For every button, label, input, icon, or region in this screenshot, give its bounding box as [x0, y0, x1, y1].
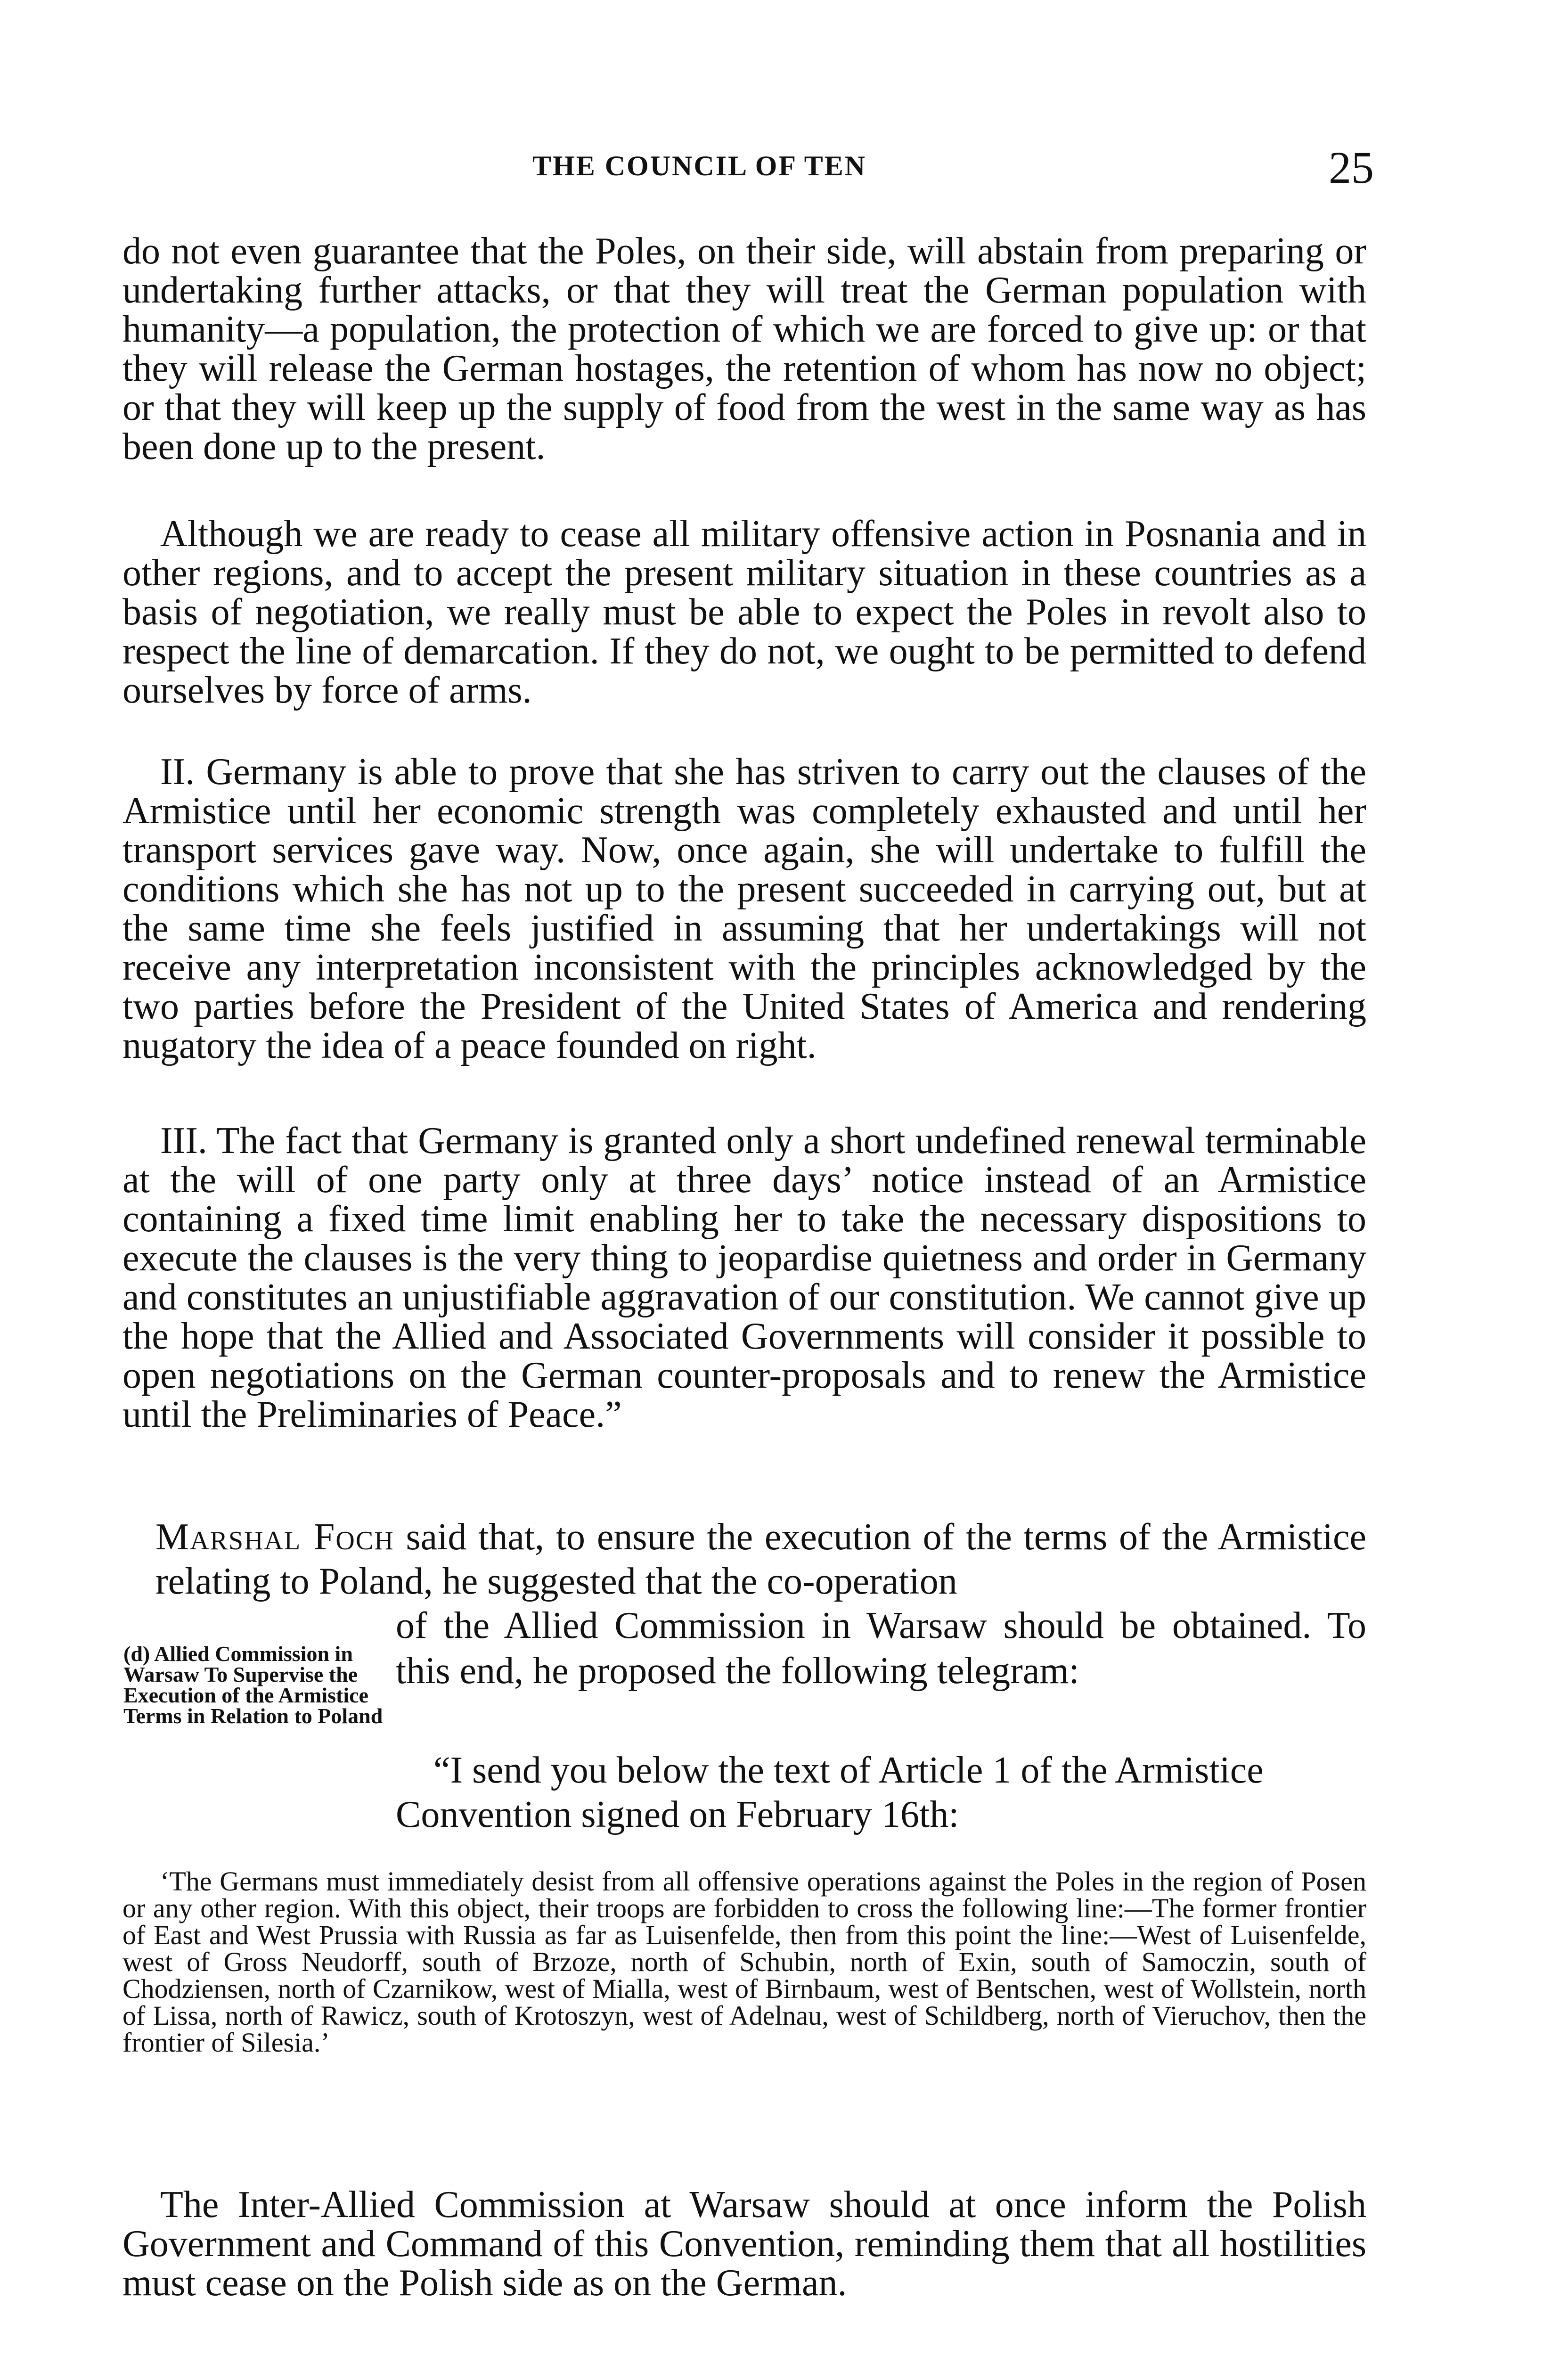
telegram-intro: “I send you below the text of Article 1 of the Armistice Convention signed on February 16th: [396, 1750, 1264, 1835]
paragraph-section-iii: III. The fact that Germany is granted only a short undefined renewal terminable at the will of one party only at three days’ notice instead of an Armistice containing a fixed time limit enabling her to take the necessary dispositions to execute the clauses is the very thing to jeopardise quietness and order in Germany and constitutes an unjustifiable aggravation of our constitution. We cannot give up the hope that the Allied and Associated Governments will consider it possible to open negotiations on the German counter-proposals and to renew the Armistice until the Preliminaries of Peace.” [122, 1120, 1366, 1435]
paragraph-final: The Inter-Allied Commission at Warsaw should at once inform the Polish Government and Command of this Convention, reminding them that all hostilities must cease on the Polish side as on the German. [122, 2184, 1366, 2304]
paragraph-continued: do not even guarantee that the Poles, on their side, will abstain from preparing or undertaking further attacks, or that they will treat the German population with humanity—a population, the protection of which we are forced to give up: or that they will release the German hostages, the retention of whom has now no object; or that they will keep up the supply of food from the west in the same way as has been done up to the present. [122, 230, 1366, 467]
paragraph-section-ii: II. Germany is able to prove that she has striven to carry out the clauses of the Armistice until her economic strength was completely exhausted and until her transport services gave way. Now, once again, she will undertake to fulfill the conditions which she has not up to the present succeeded in carrying out, but at the same time she feels justified in assuming that her undertakings will not receive any interpretation inconsistent with the principles acknowledged by the two parties before the President of the United States of America and rendering nugatory the idea of a peace founded on right. [122, 751, 1366, 1066]
paragraph-demarcation: Although we are ready to cease all military offensive action in Posnania and in other regions, and to accept the present military situation in these countries as a basis of negotiation, we really must be able to expect the Poles in revolt also to respect the line of demarcation. If they do not, we ought to be permitted to defend ourselves by force of arms. [122, 513, 1366, 711]
running-head: THE COUNCIL OF TEN [532, 150, 867, 181]
page-number: 25 [1329, 142, 1374, 193]
foch-statement-continued: of the Allied Commission in Warsaw should be obtained. To this end, he proposed the following telegram: [396, 1605, 1366, 1692]
article-quote: ‘The Germans must immediately desist from all offensive operations against the Poles in the region of Posen or any other region. With this object, their troops are forbidden to cross the following line:—The former frontier of East and West Prussia with Russia as far as Luisenfelde, then from this point the line:—West of Luisenfelde, west of Gross Neudorff, south of Brzoze, north of Schubin, north of Exin, south of Samoczin, south of Chodziensen, north of Czarnikow, west of Mialla, west of Birnbaum, west of Bentschen, west of Wollstein, north of Lissa, north of Rawicz, south of Krotoszyn, west of Adelnau, west of Schildberg, north of Vieruchov, then the frontier of Silesia.’ [122, 1866, 1366, 2058]
speaker-name: Marshal Foch [155, 1516, 394, 1558]
margin-sidenote: (d) Allied Commission in Warsaw To Supervise the Execution of the Armistice Terms in Relation to Poland [123, 1642, 383, 1728]
foch-statement [155, 1515, 1366, 1603]
foch-statement-text: said that, to ensure the execution of the terms of the Armistice relating to Poland, he suggested that the co-operation [155, 1516, 1367, 1602]
